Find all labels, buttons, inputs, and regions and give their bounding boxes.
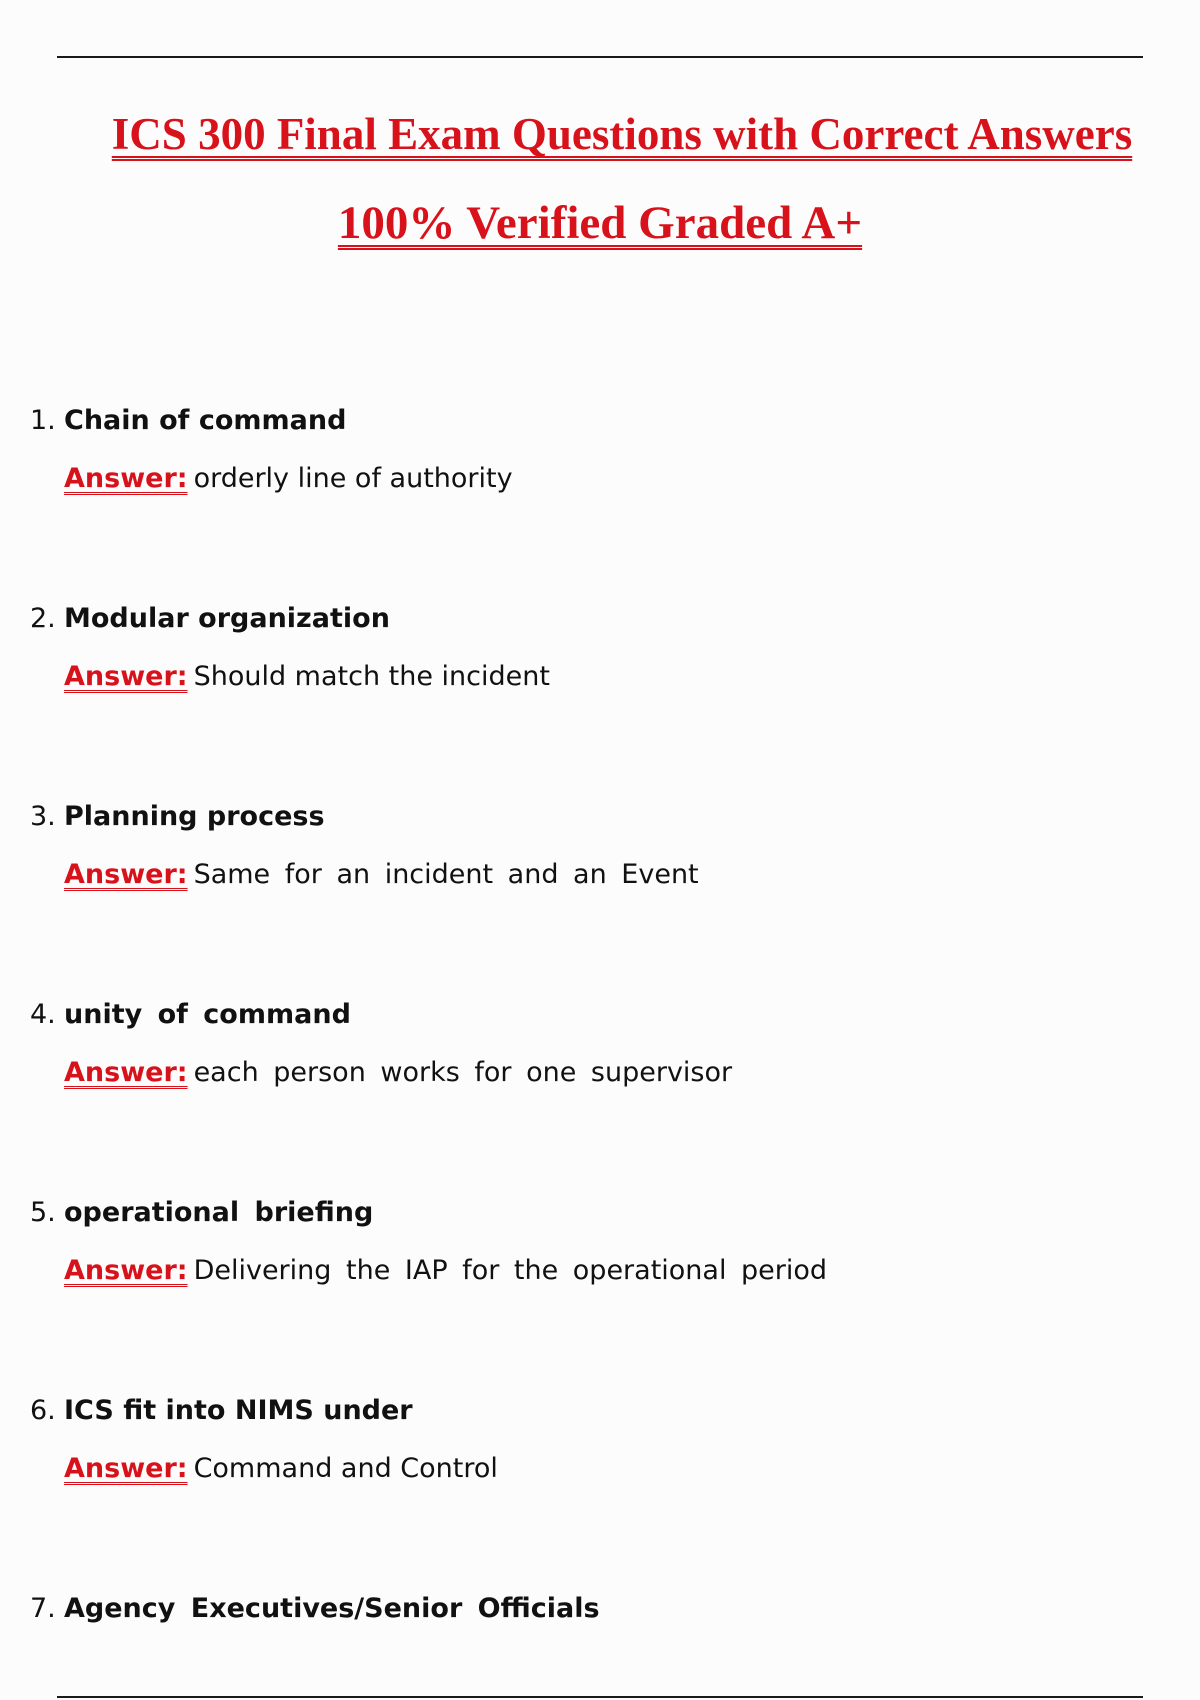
bottom-divider (57, 1696, 1143, 1698)
top-divider (57, 56, 1143, 58)
question-number: 1. (30, 405, 56, 436)
question-text: unity of command (64, 999, 351, 1030)
answer-text: orderly line of authority (193, 463, 513, 494)
question-number: 2. (30, 603, 56, 634)
answer-label: Answer: (64, 463, 188, 494)
question-text: Planning process (64, 801, 325, 832)
document-title: ICS 300 Final Exam Questions with Correct Answers (111, 109, 1133, 159)
answer-label: Answer: (64, 1453, 188, 1484)
qa-item (30, 998, 1170, 1090)
question-text: Agency Executives/Senior Officials (64, 1593, 600, 1624)
qa-item (30, 1196, 1170, 1288)
answer-label: Answer: (64, 1255, 188, 1286)
qa-item (30, 404, 1170, 496)
answer-text: Same for an incident and an Event (193, 859, 699, 890)
answer-text: each person works for one supervisor (193, 1057, 733, 1088)
answer-text: Delivering the IAP for the operational period (193, 1255, 828, 1286)
question-number: 7. (30, 1593, 56, 1624)
question-number: 4. (30, 999, 56, 1030)
qa-item (30, 602, 1170, 694)
question-text: Chain of command (64, 405, 347, 436)
question-number: 3. (30, 801, 56, 832)
qa-item (30, 800, 1170, 892)
answer-label: Answer: (64, 661, 188, 692)
document-subtitle: 100% Verified Graded A+ (337, 197, 863, 249)
question-text: Modular organization (64, 603, 390, 634)
answer-text: Should match the incident (193, 661, 550, 692)
question-number: 6. (30, 1395, 56, 1426)
qa-item (30, 1394, 1170, 1486)
answer-label: Answer: (64, 859, 188, 890)
answer-text: Command and Control (193, 1453, 498, 1484)
qa-item (30, 1592, 1170, 1626)
question-text: ICS fit into NIMS under (64, 1395, 413, 1426)
answer-label: Answer: (64, 1057, 188, 1088)
question-number: 5. (30, 1197, 56, 1228)
question-text: operational briefing (64, 1197, 374, 1228)
